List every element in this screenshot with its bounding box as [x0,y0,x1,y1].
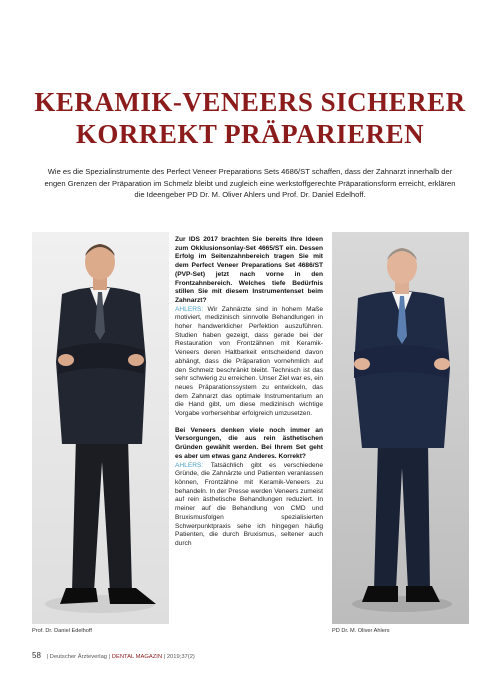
footer-separator: | [163,654,166,660]
page-footer [32,651,195,660]
article-headline [20,86,480,150]
interview-answer-2 [175,462,323,549]
photo-caption-right: PD Dr. M. Oliver Ahlers [332,628,390,634]
answer-text: Wir Zahnärzte sind in hohem Maße motiviert, medizinisch sinnvolle Behandlungen in hoher handwerklicher Perfektion auszuführen. Studien haben gezeigt, dass gerade bei der Restauration von Frontzähnen mit Keramik-Veneers deren Haltbarkeit entscheidend davon abhängt, dass die Präparation vornehmlich auf den Schmelz beschränkt bleibt. Technisch ist das sehr schwierig zu erreichen. Unser Ziel war es, ein neues Präparationssystem zu entwickeln, das dem Zahnarzt das optimale Instrumentarium an die Hand gibt, um diese medizinisch wichtige Vorgabe vorhersehbar erfolgreich umzusetzen. [175,305,323,418]
interview-text-column [175,236,323,557]
speaker-label: AHLERS: [175,461,204,469]
headline-line-1: KERAMIK-VENEERS SICHERER [34,87,466,117]
footer-separator: | [46,654,49,660]
issue-info: 2019;37(2) [166,654,195,660]
footer-separator: | [108,654,111,660]
interview-question-1: Zur IDS 2017 brachten Sie bereits Ihre Ideen zum Okklusionsonlay-Set 4665/ST ein. Dessen Erfolg im Seitenzahnbereich tragen Sie mit dem Perfect Veneer Preparations Set 4686/ST (PVP-Set) jetzt nach vorne in den Frontzahnbereich. Welches tiefe Bedürfnis stillen Sie mit diesem Instrumentenset beim Zahnarzt? [175,236,323,304]
article-intro: Wie es die Spezialinstrumente des Perfect Veneer Preparations Sets 4686/ST schaffen, dass der Zahnarzt innerhalb der engen Grenzen der Präparation im Schmelz bleibt und zugleich eine werkstoffgerechte Präparationsform erreicht, erklären die Ideengeber PD Dr. M. Oliver Ahlers und Prof. Dr. Daniel Edelhoff. [44,167,456,200]
headline-line-2: KORREKT PRÄPARIEREN [75,119,425,149]
publisher-name: Deutscher Ärzteverlag [49,654,108,660]
interview-answer-1 [175,306,323,419]
photo-caption-left: Prof. Dr. Daniel Edelhoff [32,628,92,634]
answer-text: Tatsächlich gibt es verschiedene Gründe, die Zahnärzte und Patienten veranlassen können, Frontzähne mit Keramik-Veneers zu behandeln. In der Presse werden Veneers zumeist auf rein ästhetische Behandlungen reduziert. In meiner auf die Behandlung von CMD und Bruxismusfolgen spezialisierten Schwerpunktpraxis sehe ich hingegen häufig Patienten, die durch Bruxismus, seltener auch durch [175,461,323,547]
speaker-label: AHLERS: [175,305,204,313]
magazine-name: DENTAL MAGAZIN [111,654,163,660]
interview-question-2: Bei Veneers denken viele noch immer an Versorgungen, die aus rein ästhetischen Gründen gewählt werden. Bei Ihrem Set geht es aber um etwas ganz Anderes. Korrekt? [175,426,323,460]
portrait-photo-edelhoff [32,232,169,624]
portrait-photo-ahlers [332,232,469,624]
page-number: 58 [32,651,41,660]
